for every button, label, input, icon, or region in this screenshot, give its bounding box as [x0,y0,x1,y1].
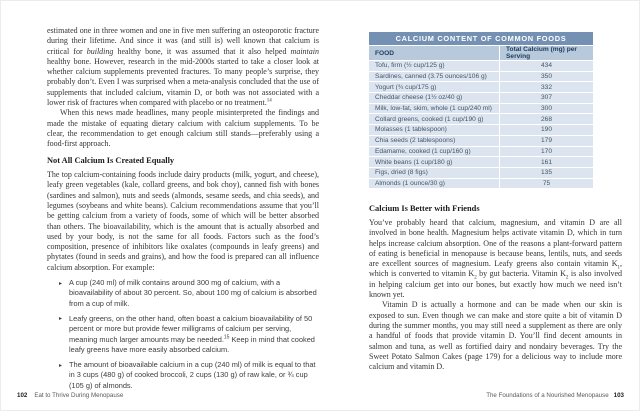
paragraph-text: , which is converted to vitamin K [369,259,622,279]
section-heading-calcium-friends: Calcium Is Better with Friends [369,204,480,213]
food-cell: Molasses (1 tablespoon) [369,125,500,136]
value-cell: 434 [500,61,594,72]
food-cell: Tofu, firm (½ cup/125 g) [369,61,500,72]
bullet-text: A cup (240 ml) of milk contains around 300 mg of calcium, with a bioavailability of about 30 percent. So, about 100 mg of calcium is absorbed from a cup of milk. [69,278,317,308]
food-cell: Milk, low-fat, skim, whole (1 cup/240 ml) [369,103,500,114]
food-cell: Almonds (1 ounce/30 g) [369,178,500,189]
paragraph-text: healthy bone, it was assumed that it also helped [113,46,291,56]
food-cell: Chia seeds (2 tablespoons) [369,135,500,146]
food-cell: Edamame, cooked (1 cup/160 g) [369,146,500,157]
table-row [369,114,593,125]
paragraph-magnesium-vitamin-k [369,218,622,300]
paragraph-text: You’ve probably heard that calcium, magnesium, and vitamin D are all involved in bone health. Magnesium helps activate vitamin D, which in turn helps increase calcium absorption. One of the reasons a plant-forward pattern of eating is beneficial in menopause is because beans, lentils, nuts, and seeds are excellent sources of magnesium. Leafy greens also contain vitamin K [369,218,622,269]
paragraph-text: estimated one in three women and one in five men suffering an osteoporotic fracture during their lifetime. And since it was (and still is) well known that calcium is critical for [47,26,319,56]
table-row [369,157,593,168]
table-row [369,61,593,72]
table-row [369,82,593,93]
page-number: 103 [613,392,624,399]
value-cell: 179 [500,135,594,146]
value-cell: 350 [500,71,594,82]
footnote-reference: 14 [266,98,272,104]
bullet-text: The amount of bioavailable calcium in a cup (240 ml) of milk is equal to that in 3 cups (480 g) of cooked broccoli, 2 cups (130 g) of raw kale, or ¾ cup (105 g) of almonds. [69,360,316,390]
list-item [59,278,319,309]
table-header-row [369,46,593,61]
paragraph-supplements [47,26,319,108]
page-footer-left [17,392,123,399]
table-row [369,135,593,146]
table-row [369,167,593,178]
paragraph-headlines: When this news made headlines, many people misinterpreted the findings and made the mistake of equating dietary calcium with calcium supplements. To be clear, the recommendation to get enough calcium still stands—preferably using a food-first approach. [47,108,319,149]
bullet-text: Keep in mind that cooked leafy greens have more easily absorbed calcium. [69,334,315,354]
paragraph-bioavailability: The top calcium-containing foods include dairy products (milk, yogurt, and cheese), leafy green vegetables (kale, collard greens, and bok choy), canned fish with bones (sardines and salmon), nuts and seeds (almonds, sesame seeds, and chia seeds), and legumes (soybeans and white beans). Calcium recommendations assume that you’ll be getting calcium from a variety of foods, some of which will be better absorbed than others. The bioavailability, which is the amount that is actually absorbed and used by your body, is not the same for all foods. Factors such as the food’s composition, presence of inhibitors like oxalates (compounds in leafy greens) and phytates (found in seeds and grains), and how the food is prepared can all influence calcium absorption. For example: [47,170,319,272]
paragraph-text: healthy bone. However, research in the mid-2000s started to take a closer look at whether calcium supplements prevented fractures. To many people’s surprise, they probably don’t. Even I was surprised when a meta-analysis concluded that the use of supplements that included calcium, vitamin D, or both was not associated with a lower risk of fractures when compared with placebo or no treatment. [47,56,319,108]
table-row [369,93,593,104]
value-cell: 135 [500,167,594,178]
bullet-triangle-icon: ▸ [59,362,63,369]
paragraph-text: is also involved in helping calcium get into our bones, but exactly how much we need isn’t known yet. [369,269,623,300]
running-head-chapter-title: The Foundations of a Nourished Menopause [486,392,609,399]
food-cell: Figs, dried (8 figs) [369,167,500,178]
bullet-list [47,278,319,391]
italic-word: building [86,46,114,56]
food-cell: Cheddar cheese (1½ oz/40 g) [369,93,500,104]
value-cell: 268 [500,114,594,125]
table-title: CALCIUM CONTENT OF COMMON FOODS [369,32,593,46]
vitamin-k-subscript: 1 [617,265,620,271]
column-header-food: FOOD [369,46,500,61]
list-item [59,360,319,391]
bullet-triangle-icon: ▸ [59,316,63,323]
column-header-total-calcium: Total Calcium (mg) per Serving [500,46,594,61]
bullet-triangle-icon: ▸ [59,280,63,287]
list-item [59,314,319,355]
vitamin-k-subscript: 2 [565,276,569,282]
table-row [369,103,593,114]
left-text-column [47,26,319,396]
value-cell: 300 [500,103,594,114]
italic-word: maintain [290,46,319,56]
running-head-book-title: Eat to Thrive During Menopause [34,392,124,399]
table-row [369,178,593,189]
table-row [369,146,593,157]
food-cell: Sardines, canned (3.75 ounces/106 g) [369,71,500,82]
value-cell: 332 [500,82,594,93]
vitamin-k-subscript: 2 [474,276,477,282]
table-row [369,125,593,136]
table-title-bar [369,32,593,46]
left-page [1,1,321,411]
value-cell: 170 [500,146,594,157]
right-page [321,1,640,411]
paragraph-vitamin-d: Vitamin D is actually a hormone and can be made when our skin is exposed to sun. Even though we can make and store quite a bit of vitamin D during the summer months, you may still need a supplement as there are only a handful of foods that provide vitamin D. You’ll find decent amounts in salmon and tuna, as well as fortified dairy and nondairy beverages. Try the Sweet Potato Salmon Cakes (page 179) for a delicious way to include more calcium and vitamin D. [369,300,622,372]
food-cell: Collard greens, cooked (1 cup/190 g) [369,114,500,125]
calcium-content-table [369,32,593,189]
value-cell: 190 [500,125,594,136]
food-cell: Yogurt (¾ cup/175 g) [369,82,500,93]
section-heading-not-all-calcium: Not All Calcium Is Created Equally [47,156,175,166]
page-number: 102 [17,392,28,399]
table-row [369,71,593,82]
footnote-reference: 15 [223,334,230,341]
paragraph-text: by gut bacteria. Vitamin K [476,269,566,279]
value-cell: 307 [500,93,594,104]
bullet-text: Leafy greens, on the other hand, often boast a calcium bioavailability of 50 percent or more but provide fewer milligrams of calcium per serving, meaning much larger amounts may be needed. [69,313,313,344]
page-footer-right [486,392,624,399]
value-cell: 161 [500,157,594,168]
value-cell: 75 [500,178,594,189]
food-cell: White beans (1 cup/180 g) [369,157,500,168]
right-text-column [369,204,622,372]
